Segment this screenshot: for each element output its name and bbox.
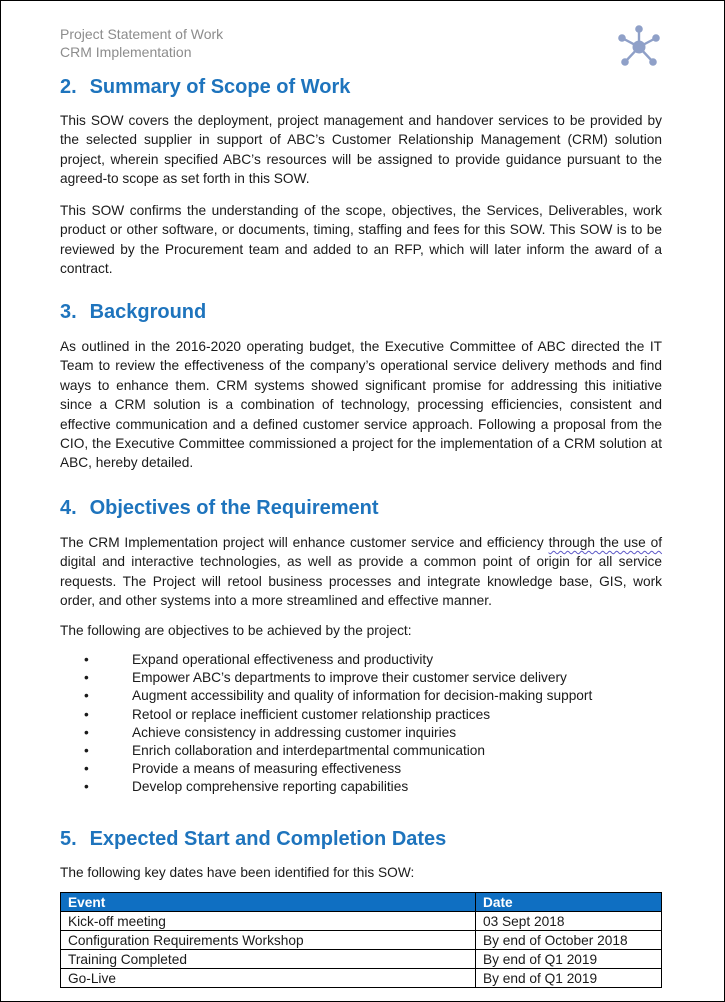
network-logo-icon — [615, 25, 663, 69]
date-cell: 03 Sept 2018 — [476, 912, 662, 931]
bullet-icon: • — [84, 706, 89, 722]
table-row — [61, 912, 662, 931]
list-item: • Augment accessibility and quality of information for decision-making support — [60, 687, 592, 705]
section-title: Objectives of the Requirement — [89, 497, 379, 519]
bullet-icon: • — [84, 743, 89, 759]
objectives-text-start: The CRM Implementation project will enhance customer service and efficiency — [60, 535, 549, 550]
bullet-icon: • — [84, 724, 89, 740]
section-number: 4. — [60, 497, 77, 519]
list-item: • Develop comprehensive reporting capabilities — [60, 778, 592, 796]
bullet-icon: • — [84, 688, 89, 704]
event-cell: Kick-off meeting — [61, 912, 476, 931]
scope-paragraph-1: This SOW covers the deployment, project management and handover services to be provided by the selected supplier in support of ABC’s Customer Relationship Management (CRM) solution project, wherein specified ABC’s resources will be assigned to provide guidance pursuant to the agreed-to scope as set forth in this SOW. — [60, 113, 662, 187]
list-item: • Retool or replace inefficient customer relationship practices — [60, 706, 592, 724]
bullet-icon: • — [84, 761, 89, 777]
objectives-paragraph — [60, 533, 662, 611]
section-title: Summary of Scope of Work — [89, 76, 351, 98]
header-project-name: CRM Implementation — [60, 44, 192, 60]
event-cell: Training Completed — [61, 950, 476, 969]
background-paragraph: As outlined in the 2016-2020 operating budget, the Executive Committee of ABC directed the IT Team to review the effectiveness of the company’s operational service delivery methods and find ways to enhance them. CRM systems showed significant promise for addressing this initiative since a CRM solution is a combination of technology, processing efficiencies, consistent and effective communication and a defined customer service approach. Following a proposal from the CIO, the Executive Committee commissioned a project for the implementation of a CRM solution at ABC, hereby detailed. — [60, 339, 662, 471]
date-cell: By end of Q1 2019 — [476, 950, 662, 969]
column-header-date: Date — [476, 893, 662, 912]
table-row — [61, 950, 662, 969]
bullet-icon: • — [84, 652, 89, 667]
list-item: • Expand operational effectiveness and productivity — [60, 651, 592, 669]
column-header-event: Event — [61, 893, 476, 912]
list-item: • Empower ABC’s departments to improve their customer service delivery — [60, 669, 592, 687]
dates-intro: The following key dates have been identified for this SOW: — [60, 865, 415, 880]
section-heading-dates — [60, 827, 446, 851]
section-heading-objectives — [60, 496, 379, 520]
section-title: Expected Start and Completion Dates — [89, 828, 447, 850]
bullet-icon: • — [84, 779, 89, 795]
event-cell: Go-Live — [61, 969, 476, 988]
objectives-text-end: digital and interactive technologies, as well as provide a common point of origin for all service requests. The Project will retool business processes and integrate knowledge base, GIS, work order, and other systems into a more streamlined and effective manner. — [60, 554, 662, 609]
grammar-flagged-phrase[interactable]: through the use of — [548, 535, 662, 550]
section-heading-background — [60, 300, 206, 324]
table-row — [61, 969, 662, 988]
objectives-intro: The following are objectives to be achieved by the project: — [60, 623, 412, 638]
event-cell: Configuration Requirements Workshop — [61, 931, 476, 950]
section-number: 5. — [60, 828, 77, 850]
header-doc-title: Project Statement of Work — [60, 26, 224, 42]
list-item: • Enrich collaboration and interdepartmental communication — [60, 742, 592, 760]
table-row — [61, 931, 662, 950]
objectives-list — [60, 651, 592, 797]
bullet-icon: • — [84, 670, 89, 686]
list-item: • Provide a means of measuring effectiveness — [60, 760, 592, 778]
table-header-row — [61, 893, 662, 912]
page-header — [60, 25, 223, 61]
scope-paragraph-2: This SOW confirms the understanding of the scope, objectives, the Services, Deliverables, work product or other software, or documents, timing, staffing and fees for this SOW. This SOW is to be reviewed by the Procurement team and added to an RFP, which will later inform the award of a contract. — [60, 203, 662, 277]
section-number: 3. — [60, 301, 77, 323]
section-heading-scope — [60, 75, 350, 99]
section-number: 2. — [60, 76, 77, 98]
list-item: • Achieve consistency in addressing customer inquiries — [60, 724, 592, 742]
key-dates-table — [60, 892, 662, 988]
date-cell: By end of Q1 2019 — [476, 969, 662, 988]
date-cell: By end of October 2018 — [476, 931, 662, 950]
section-title: Background — [89, 301, 207, 323]
